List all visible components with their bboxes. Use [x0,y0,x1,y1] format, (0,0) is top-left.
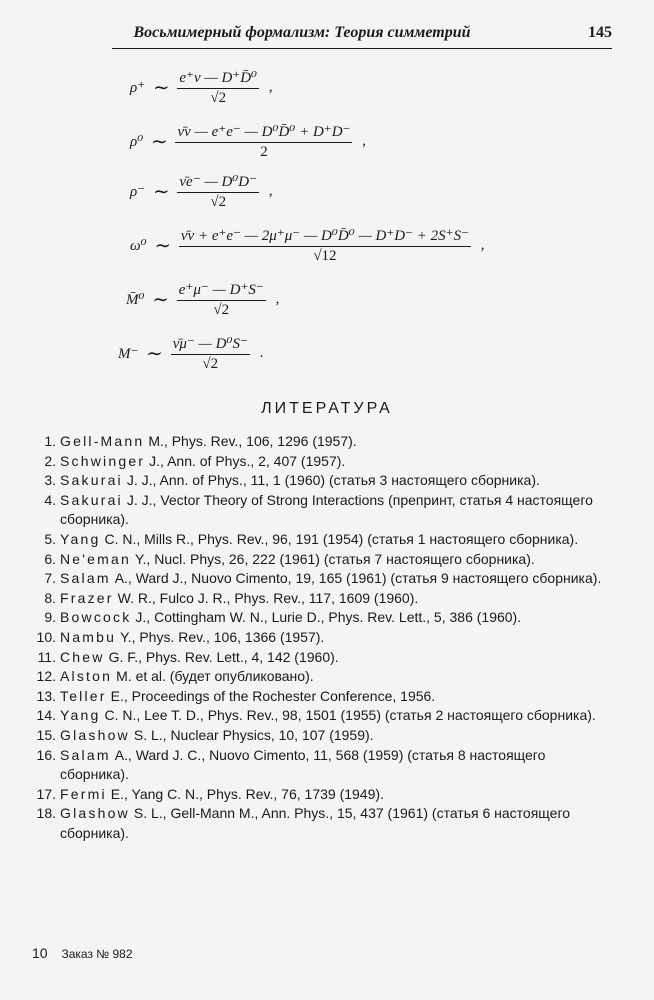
denominator: √2 [210,194,227,210]
reference-number: 3. [44,472,56,489]
reference-details: S. L., Gell-Mann M., Ann. Phys., 15, 437 (1961) (статья 6 настоящего сборника). [60,805,571,841]
reference-number: 2. [44,452,56,469]
reference-item [32,432,612,452]
reference-text [60,589,612,609]
formula-lhs: ρ⁰ [130,134,144,150]
reference-text [60,648,612,668]
reference-details: J., Ann. of Phys., 2, 407 (1957). [149,452,346,469]
reference-text [60,687,612,707]
reference-author: Frazer [60,589,114,606]
reference-item [32,530,612,550]
reference-details: M. et al. (будет опубликовано). [116,668,314,685]
reference-text [60,628,612,648]
reference-author: Glashow [60,805,130,822]
reference-item [32,452,612,472]
sim-symbol: ∼ [150,131,168,153]
reference-text [60,608,612,628]
reference-number: 6. [44,550,56,567]
reference-details: A., Ward J. C., Nuovo Cimento, 11, 568 (1959) (статья 8 настоящего сборника). [60,746,546,783]
reference-author: Bowcock [60,609,132,626]
reference-author: Fermi [60,785,107,802]
sim-symbol: ∼ [154,235,172,257]
denominator: √2 [213,302,230,318]
reference-item [32,628,612,648]
denominator: √2 [210,90,227,106]
numerator: ν̄e⁻ — D⁰D⁻ [177,172,259,193]
reference-author: Nambu [60,628,117,645]
denominator: 2 [260,144,268,160]
denominator: √2 [202,356,219,372]
page-footer [32,945,133,961]
reference-details: Y., Phys. Rev., 106, 1366 (1957). [120,628,325,645]
reference-item [32,569,612,589]
reference-author: Glashow [60,726,130,743]
reference-number: 7. [44,570,56,587]
reference-number: 18. [36,805,56,822]
reference-author: Ne'eman [60,550,131,567]
reference-number: 8. [44,589,56,606]
reference-author: Gell-Mann [60,433,145,449]
fraction [179,226,471,265]
reference-list [32,432,612,843]
reference-text [60,726,612,746]
denominator: √12 [313,248,337,264]
reference-text [60,471,612,491]
reference-number: 17. [36,785,56,802]
reference-number: 10. [36,628,56,645]
reference-details: J., Cottingham W. N., Lurie D., Phys. Rev. Lett., 5, 386 (1960). [135,609,522,626]
order-number: Заказ № 982 [61,947,133,961]
reference-item [32,746,612,785]
numerator: ν̄ν — e⁺e⁻ — D⁰D̄⁰ + D⁺D⁻ [175,122,352,143]
punctuation: , [480,237,485,253]
reference-author: Yang [60,707,101,724]
punctuation: , [362,133,366,149]
reference-text [60,432,612,452]
reference-details: W. R., Fulco J. R., Phys. Rev., 117, 1609 (1960). [117,589,419,606]
reference-number: 13. [36,687,56,704]
reference-details: C. N., Mills R., Phys. Rev., 96, 191 (1954) (статья 1 настоящего сборника). [104,530,579,547]
fraction [177,172,259,211]
punctuation: , [268,79,273,95]
reference-author: Salam [60,746,111,763]
reference-author: Chew [60,648,105,665]
reference-text [60,785,612,805]
reference-author: Schwinger [60,452,146,469]
sim-symbol: ∼ [152,77,170,99]
reference-number: 4. [44,491,56,508]
reference-author: Sakurai [60,491,123,508]
fraction [171,334,250,373]
reference-item [32,804,612,843]
reference-details: S. L., Nuclear Physics, 10, 107 (1959). [133,726,374,743]
reference-item [32,667,612,687]
reference-text [60,746,612,785]
reference-number: 12. [36,668,56,685]
formula-lhs: ρ⁻ [130,184,146,200]
formula-lhs: ρ⁺ [130,80,146,96]
reference-item [32,706,612,726]
formula-omega-zero [130,226,485,265]
formula-rho-plus [130,68,273,107]
formula-m-bar-zero [126,280,279,319]
reference-number: 11. [37,648,56,665]
reference-number: 16. [36,746,56,763]
reference-item [32,785,612,805]
signature-number: 10 [32,945,48,961]
reference-item [32,726,612,746]
numerator: e⁺μ⁻ — D⁺S⁻ [177,280,266,301]
reference-details: Y., Nucl. Phys, 26, 222 (1961) (статья 7 настоящего сборника). [135,550,535,567]
reference-author: Salam [60,570,111,587]
reference-text [60,452,612,472]
reference-details: G. F., Phys. Rev. Lett., 4, 142 (1960). [108,648,339,665]
punctuation: . [259,345,264,361]
reference-number: 1. [44,433,56,449]
fraction [177,280,266,319]
reference-item [32,491,612,530]
reference-text [60,804,612,843]
reference-details: A., Ward J., Nuovo Cimento, 19, 165 (1961) (статья 9 настоящего сборника). [114,570,602,587]
reference-details: C. N., Lee T. D., Phys. Rev., 98, 1501 (1955) (статья 2 настоящего сборника). [104,707,596,724]
fraction [175,122,352,161]
reference-number: 14. [36,707,56,724]
reference-item [32,589,612,609]
formula-lhs: ω⁰ [130,238,147,254]
literature-heading: ЛИТЕРАТУРА [261,400,393,417]
reference-author: Alston [60,668,113,685]
reference-item [32,648,612,668]
reference-item [32,471,612,491]
reference-author: Sakurai [60,472,123,489]
reference-details: J. J., Vector Theory of Strong Interactions (препринт, статья 4 настоящего сборника). [60,491,593,528]
formula-m-minus [118,334,263,373]
numerator: ν̄μ⁻ — D⁰S⁻ [171,334,250,355]
sim-symbol: ∼ [146,343,163,365]
reference-author: Yang [60,530,101,547]
formula-lhs: M̄⁰ [126,292,145,308]
numerator: e⁺ν — D⁺D̄⁰ [177,68,259,89]
reference-item [32,608,612,628]
reference-number: 9. [44,609,56,626]
reference-details: J. J., Ann. of Phys., 11, 1 (1960) (статья 3 настоящего сборника). [126,472,540,489]
reference-item [32,550,612,570]
formula-rho-zero [130,122,366,161]
reference-details: E., Yang C. N., Phys. Rev., 76, 1739 (1949). [110,785,384,802]
reference-text [60,667,612,687]
punctuation: , [268,183,273,199]
reference-number: 5. [44,530,56,547]
page-number: 145 [588,24,612,41]
reference-text [60,491,612,530]
fraction [177,68,259,107]
running-header [112,22,612,49]
running-title: Восьмимерный формализм: Теория симметрий [133,24,471,41]
reference-text [60,569,612,589]
numerator: ν̄ν + e⁺e⁻ — 2μ⁺μ⁻ — D⁰D̄⁰ — D⁺D⁻ + 2S⁺S⁻ [179,226,471,247]
reference-author: Teller [60,687,107,704]
reference-text [60,530,612,550]
punctuation: , [275,291,280,307]
reference-item [32,687,612,707]
sim-symbol: ∼ [152,289,170,311]
reference-details: M., Phys. Rev., 106, 1296 (1957). [148,433,357,449]
reference-text [60,706,612,726]
reference-details: E., Proceedings of the Rochester Conference, 1956. [110,687,436,704]
formula-rho-minus [130,172,273,211]
reference-number: 15. [36,726,56,743]
sim-symbol: ∼ [152,181,170,203]
reference-text [60,550,612,570]
formula-lhs: M⁻ [118,346,139,362]
